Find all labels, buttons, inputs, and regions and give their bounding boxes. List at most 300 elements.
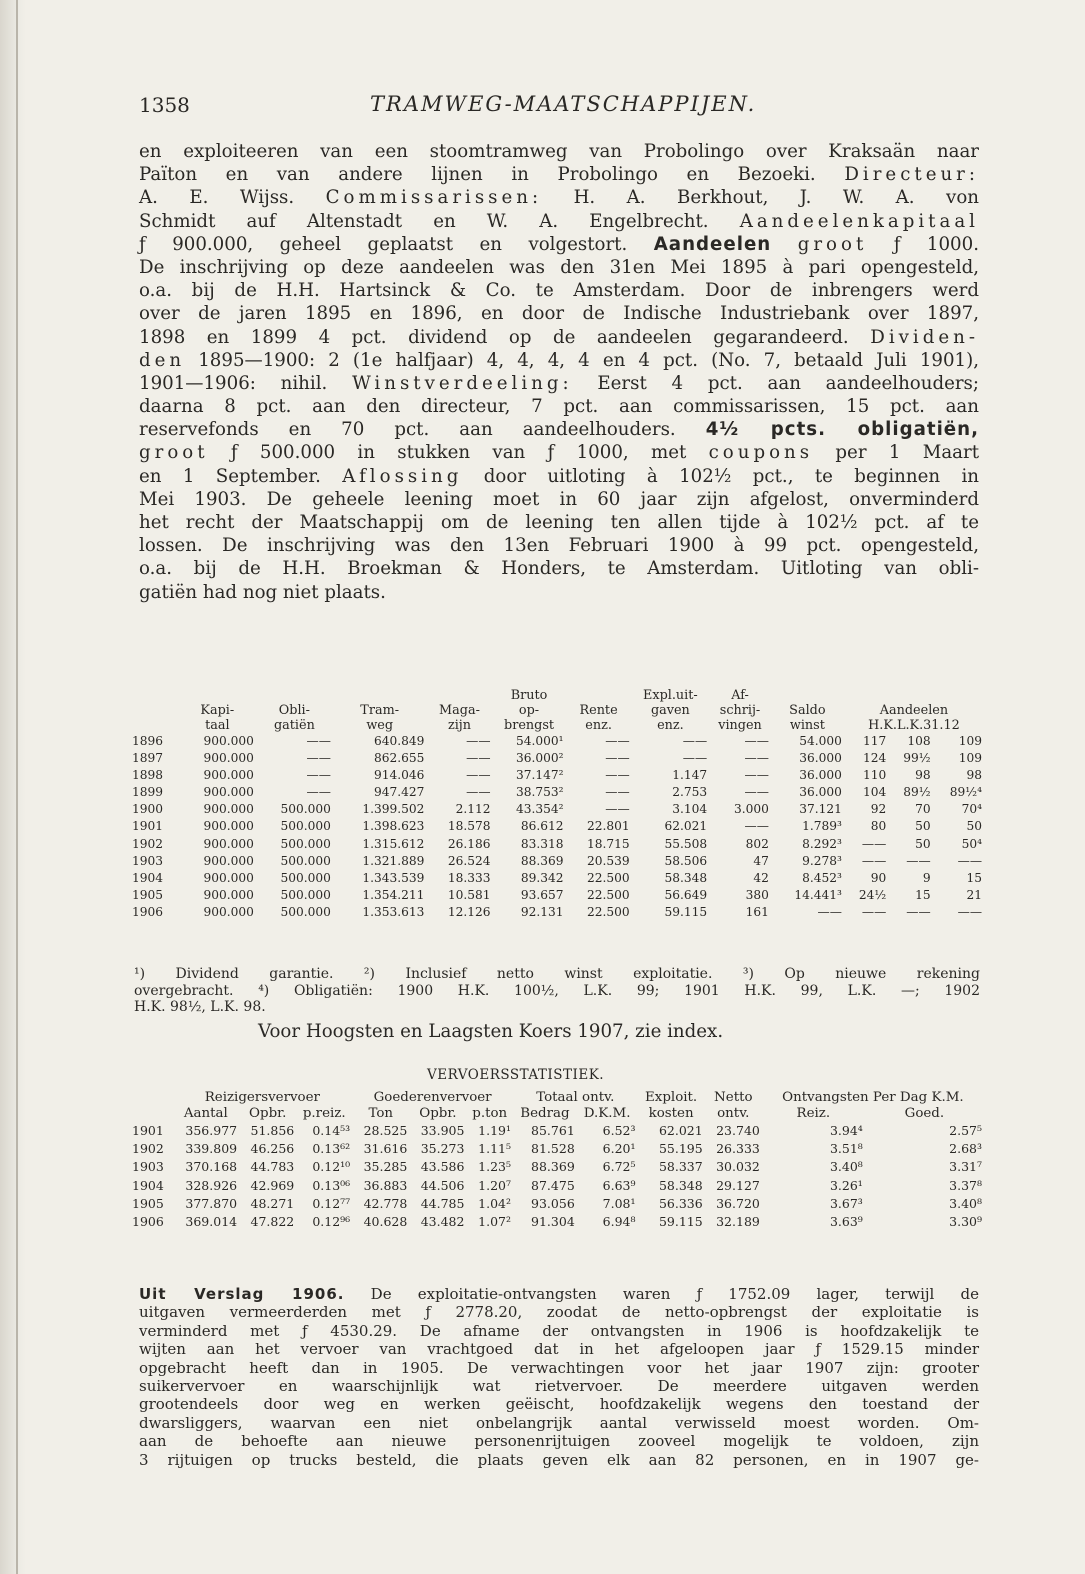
group-header: Goederenvervoer (373, 1090, 492, 1105)
table-cell: 0.12⁷⁷ (312, 1195, 351, 1211)
table-cell: 3.000 (733, 802, 769, 817)
table-cell: 117 (862, 734, 887, 748)
table-cell: 108 (907, 734, 931, 748)
table-cell: 54.000¹ (516, 734, 564, 748)
table-cell: 88.369 (531, 1159, 575, 1175)
text-run: 1898 en 1899 4 pct. dividend op de aandeelen gegarandeerd. (139, 326, 871, 348)
column-header (256, 688, 333, 733)
table-cell: —— (466, 751, 491, 766)
table-cell: 369.014 (185, 1214, 238, 1230)
column-header-part: enz. (657, 718, 684, 733)
text-line (139, 581, 979, 604)
table-cell: 9.278³ (802, 853, 842, 868)
table-cell: 10.581 (447, 887, 491, 902)
spaced-term: groot (797, 233, 868, 255)
table-cell: 98 (915, 768, 931, 783)
report-line (139, 1395, 979, 1413)
column-header-part: gatiën (273, 718, 315, 733)
text-line (139, 256, 979, 279)
table-cell: 3.26¹ (829, 1177, 863, 1193)
year-cell: 1904 (132, 870, 164, 885)
year-cell: 1896 (132, 734, 164, 748)
text-line (139, 395, 979, 418)
table-cell: —— (861, 853, 887, 868)
table-cell: —— (682, 751, 708, 766)
text-line (139, 302, 979, 325)
table-cell: 33.905 (420, 1123, 465, 1138)
table-cell: 93.056 (531, 1195, 575, 1211)
column-header (566, 688, 632, 733)
column-header (426, 688, 492, 733)
table-cell: 900.000 (203, 853, 254, 868)
column-header (333, 688, 427, 733)
table-cell: 59.115 (658, 1214, 703, 1230)
sub-header: p.reiz. (302, 1106, 346, 1121)
text-run: en 1 September. (139, 465, 343, 487)
table-row (132, 1158, 984, 1176)
table-cell: 12.126 (447, 904, 491, 919)
text-line (139, 163, 979, 186)
table-cell: 1.353.613 (362, 904, 425, 919)
column-header-part: Tram- (360, 703, 400, 718)
book-binding-shadow (0, 0, 26, 1574)
table-cell: 3.37⁸ (949, 1177, 982, 1193)
text-run: het recht der Maatschappij om de leening ten allen tijde à 102½ pct. af te (139, 512, 979, 533)
table-cell: 6.72⁵ (602, 1159, 636, 1175)
text-line (139, 441, 979, 464)
table-cell: 26.186 (447, 836, 491, 851)
text-line (139, 534, 979, 557)
table-cell: 500.000 (280, 853, 331, 868)
table-cell: 93.657 (520, 887, 564, 902)
text-line (139, 140, 979, 163)
table-cell: 36.000 (799, 751, 842, 766)
report-line (139, 1303, 979, 1321)
table-cell: 900.000 (203, 751, 254, 766)
table-cell: 22.500 (586, 870, 630, 885)
table-cell: 22.500 (586, 887, 630, 902)
text-run: reservefonds en 70 pct. aan aandeelhouders. (139, 419, 706, 441)
table-cell: 36.000 (799, 785, 842, 800)
group-header-row (132, 1090, 984, 1106)
table-cell: 8.452³ (802, 870, 842, 885)
spaced-term: Aandeelenkapitaal (739, 210, 979, 232)
report-line (139, 1432, 979, 1450)
column-header-part: vingen (718, 718, 762, 733)
table-cell: 2.57⁵ (949, 1123, 982, 1138)
group-header: Totaal ontv. (536, 1090, 615, 1105)
year-cell: 1900 (132, 802, 164, 817)
table-cell: 1.20⁷ (478, 1177, 512, 1193)
year-cell: 1903 (132, 1159, 164, 1175)
sub-header: Bedrag (520, 1106, 570, 1121)
text-line (139, 557, 979, 580)
table-cell: 6.63⁹ (602, 1177, 636, 1193)
table-cell: 124 (862, 751, 887, 766)
table-cell: 380 (745, 887, 769, 902)
table-cell: 55.508 (664, 836, 708, 851)
text-line (139, 511, 979, 534)
text-run: grootendeels door weg en werken geëischt, hoofdzakelijk wegens den toestand der (139, 1395, 979, 1414)
table-cell: —— (306, 785, 331, 800)
table-cell: 109 (958, 751, 982, 766)
table-cell: —— (744, 785, 769, 800)
table-cell: 50⁴ (961, 836, 982, 851)
table-cell: —— (957, 853, 982, 868)
sub-header: Ton (368, 1106, 394, 1121)
table-cell: 18.333 (447, 870, 491, 885)
group-header: Netto (714, 1090, 753, 1105)
table-cell: 3.51⁸ (829, 1141, 863, 1157)
report-line (139, 1322, 979, 1340)
table-cell: —— (817, 904, 842, 919)
table-cell: 2.753 (672, 785, 708, 800)
table-cell: 862.655 (374, 751, 425, 766)
table-cell: —— (605, 768, 630, 783)
year-cell: 1902 (132, 1141, 164, 1157)
column-header-part: weg (366, 718, 394, 733)
table-cell: —— (306, 751, 331, 766)
text-line (139, 186, 979, 209)
text-run: daarna 8 pct. aan den directeur, 7 pct. aan commissarissen, 15 pct. aan (139, 396, 979, 418)
binding-edge-line (16, 0, 18, 1574)
text-run: o.a. bij de H.H. Broekman & Honders, te Amsterdam. Uitloting van obli- (139, 558, 979, 580)
year-cell: 1901 (132, 1123, 164, 1138)
table-cell: 30.032 (716, 1159, 760, 1175)
table-footnotes (134, 966, 980, 1016)
text-run: aan de behoefte aan nieuwe personenrijtuigen zooveel mogelijk te voldoen, zijn (139, 1432, 979, 1451)
table-cell: 18.715 (586, 836, 630, 851)
column-header-part: Obli- (278, 703, 310, 718)
table-row (132, 733, 984, 750)
table-cell: 640.849 (374, 734, 425, 748)
bold-term: Aandeelen (653, 233, 772, 255)
table-cell: —— (906, 904, 931, 919)
column-header-part: Maga- (439, 703, 480, 718)
sub-header: Reiz. (796, 1106, 831, 1121)
table-cell: 1.343.539 (362, 870, 425, 885)
spaced-term: Directeur: (844, 164, 979, 186)
report-label: Uit Verslag 1906. (139, 1285, 345, 1303)
sub-header: Goed. (904, 1106, 945, 1121)
table-cell: —— (744, 819, 769, 834)
table-cell: 15 (966, 870, 982, 885)
spaced-term: Dividen- (870, 326, 979, 348)
table-cell: 23.740 (716, 1123, 760, 1138)
year-cell: 1905 (132, 1195, 164, 1211)
column-header (709, 688, 771, 733)
table-cell: 900.000 (203, 836, 254, 851)
table-cell: 1.23⁵ (478, 1159, 512, 1175)
statistics-table-body (132, 1122, 984, 1231)
text-run: Païton en van andere lijnen in Probolingo en Bezoeki. (139, 164, 845, 186)
column-header (632, 688, 710, 733)
table-cell: 38.753² (516, 785, 564, 800)
table-cell: 89.342 (520, 870, 564, 885)
table-row (132, 801, 984, 818)
table-cell: 0.14⁵³ (312, 1123, 351, 1138)
table-cell: 3.31⁷ (949, 1159, 982, 1175)
column-header (132, 688, 179, 733)
table-cell: —— (957, 904, 982, 919)
table-cell: 55.195 (658, 1141, 703, 1157)
statistics-title: VERVOERSSTATISTIEK. (427, 1067, 605, 1083)
table-cell: 59.115 (664, 904, 708, 919)
table-row (132, 870, 984, 887)
table-cell: 6.20¹ (602, 1141, 636, 1157)
text-run: verminderd met ƒ 4530.29. De afname der ontvangsten in 1906 is hoofdzakelijk te (139, 1321, 979, 1340)
table-cell: 8.292³ (802, 836, 842, 851)
statistics-table-header (132, 1090, 984, 1122)
table-cell: 88.369 (520, 853, 564, 868)
table-cell: 80 (870, 819, 887, 834)
table-cell: 500.000 (280, 887, 331, 902)
column-header-part: Rente (579, 703, 618, 718)
table-cell: 62.021 (664, 819, 708, 834)
financial-results-table (132, 688, 984, 921)
table-cell: 26.524 (447, 853, 491, 868)
table-cell: 1.315.612 (362, 836, 425, 851)
text-line (139, 233, 979, 256)
table-cell: —— (306, 768, 331, 783)
table-cell: 58.337 (658, 1159, 703, 1175)
table-row (132, 836, 984, 853)
year-header (132, 1106, 172, 1122)
table-cell: —— (744, 751, 769, 766)
text-line (139, 349, 979, 372)
table-cell: 86.612 (520, 819, 564, 834)
text-run: opgebracht heeft dan in 1905. De verwachtingen voor het jaar 1907 zijn: grooter (139, 1358, 979, 1377)
group-header (132, 1090, 172, 1106)
year-cell: 1902 (132, 836, 164, 851)
table-row (132, 750, 984, 767)
table-cell: 87.475 (531, 1177, 575, 1193)
spaced-term: coupons (708, 442, 814, 464)
table-cell: 42.778 (363, 1195, 408, 1211)
text-run: Schmidt auf Altenstadt en W. A. Engelbrecht. (139, 210, 740, 232)
spaced-term: Commissarissen: (325, 187, 543, 209)
table-cell: —— (744, 768, 769, 783)
table-row (132, 1213, 984, 1231)
table-cell: 1.07² (478, 1214, 512, 1230)
table-cell: 1.11⁵ (478, 1141, 512, 1157)
table-cell: 36.720 (716, 1195, 760, 1211)
table-cell: 58.348 (658, 1177, 703, 1193)
text-run: lossen. De inschrijving was den 13en Februari 1900 à 99 pct. opengesteld, (139, 535, 979, 557)
table-cell: 947.427 (374, 785, 425, 800)
table-cell: 54.000 (799, 734, 842, 748)
year-cell: 1898 (132, 768, 164, 783)
column-header (771, 688, 844, 733)
table-cell: 1.321.889 (362, 853, 425, 868)
table-cell: 36.000² (516, 751, 564, 766)
table-cell: 51.856 (250, 1123, 295, 1138)
table-cell: 356.977 (185, 1123, 238, 1138)
company-description (139, 140, 979, 604)
table-cell: 29.127 (716, 1177, 760, 1193)
table-cell: 1.399.502 (362, 802, 425, 817)
koers-reference: Voor Hoogsten en Laagsten Koers 1907, zie index. (258, 1021, 724, 1042)
table-cell: 900.000 (203, 904, 254, 919)
text-run: gatiën had nog niet plaats. (139, 581, 386, 603)
table-cell: 92 (870, 802, 887, 817)
table-cell: 1.04² (478, 1195, 512, 1211)
year-cell: 1906 (132, 904, 164, 919)
table-cell: 24½ (858, 887, 887, 902)
column-header (493, 688, 566, 733)
table-cell: 339.809 (185, 1141, 238, 1157)
text-line (139, 326, 979, 349)
table-cell: 500.000 (280, 904, 331, 919)
spaced-term: Aflossing (342, 465, 463, 487)
table-cell: 109 (958, 734, 982, 748)
table-cell: 43.586 (420, 1159, 465, 1175)
table-cell: 50 (966, 819, 982, 834)
column-header-part: Kapi- (200, 703, 235, 718)
financial-table-header (132, 688, 984, 733)
table-cell: 46.256 (250, 1141, 295, 1157)
text-run: en exploiteeren van een stoomtramweg van Probolingo over Kraksaän naar (139, 141, 979, 162)
table-row (132, 767, 984, 784)
table-cell: 161 (745, 904, 769, 919)
table-cell: 31.616 (363, 1141, 408, 1157)
table-cell: 18.578 (447, 819, 491, 834)
text-run: ƒ 900.000, geheel geplaatst en volgestort. (139, 233, 654, 255)
column-header-part: gaven (650, 703, 690, 718)
text-line (139, 488, 979, 511)
table-cell: 0.13⁰⁶ (312, 1177, 351, 1193)
text-run: o.a. bij de H.H. Hartsinck & Co. te Amsterdam. Door de inbrengers werd (139, 280, 979, 302)
table-cell: 2.68³ (949, 1141, 982, 1157)
table-cell: 90 (870, 870, 887, 885)
column-header-part: Af- (731, 688, 749, 703)
table-cell: 1.789³ (802, 819, 842, 834)
table-cell: 900.000 (203, 785, 254, 800)
column-header (179, 688, 256, 733)
table-cell: 58.506 (664, 853, 708, 868)
table-cell: 35.285 (363, 1159, 408, 1175)
table-cell: 6.94⁸ (602, 1214, 636, 1230)
table-cell: 28.525 (363, 1123, 408, 1138)
text-run: suikervervoer en waarschijnlijk wat rietvervoer. De meerdere uitgaven werden (139, 1376, 979, 1395)
group-header: Reizigersvervoer (204, 1090, 320, 1105)
report-line (139, 1377, 979, 1395)
table-cell: 81.528 (531, 1141, 575, 1157)
text-run (771, 234, 797, 255)
text-run: door uitloting à 102½ pct., te beginnen in (462, 465, 979, 487)
text-line (139, 279, 979, 302)
text-run: 1895—1900: 2 (1e halfjaar) 4, 4, 4, 4 en 4 pct. (No. 7, betaald Juli 1901), (185, 349, 979, 371)
table-cell: 36.883 (363, 1177, 408, 1193)
table-cell: 104 (862, 785, 887, 800)
column-header-part: op- (518, 703, 540, 718)
table-cell: 36.000 (799, 768, 842, 783)
table-row (132, 904, 984, 921)
table-cell: 900.000 (203, 819, 254, 834)
table-row (132, 818, 984, 835)
column-header-part: zijn (447, 718, 471, 733)
table-cell: 85.761 (531, 1123, 575, 1138)
table-cell: 9 (922, 870, 931, 885)
column-header-part: taal (205, 718, 230, 733)
table-cell: 900.000 (203, 768, 254, 783)
text-run: De inschrijving op deze aandeelen was den 31en Mei 1895 à pari opengesteld, (139, 256, 979, 278)
table-cell: 20.539 (586, 853, 630, 868)
column-header-part: schrij- (719, 703, 761, 718)
sub-header: ontv. (717, 1106, 750, 1121)
table-cell: 89½ (903, 785, 931, 800)
report-line (139, 1285, 979, 1303)
table-cell: 32.189 (716, 1214, 760, 1230)
table-row (132, 1122, 984, 1140)
report-line (139, 1340, 979, 1358)
table-cell: 900.000 (203, 887, 254, 902)
table-cell: 3.67³ (829, 1195, 863, 1211)
table-cell: —— (861, 836, 887, 851)
group-header: Exploit. (645, 1090, 698, 1105)
text-run: uitgaven vermeerderden met ƒ 2778.20, zoodat de netto-opbrengst der exploitatie is (139, 1303, 979, 1322)
text-run: 1901—1906: nihil. (139, 372, 353, 394)
table-cell: 99½ (903, 751, 931, 766)
table-cell: 58.348 (664, 870, 708, 885)
table-cell: 98 (966, 768, 982, 783)
table-cell: —— (744, 734, 769, 748)
sub-header: Opbr. (419, 1106, 457, 1121)
table-row (132, 784, 984, 801)
table-cell: 35.273 (420, 1141, 465, 1157)
table-cell: 900.000 (203, 802, 254, 817)
table-cell: —— (605, 751, 630, 766)
table-cell: 22.801 (586, 819, 630, 834)
table-cell: 83.318 (520, 836, 564, 851)
column-header-part: Expl.uit- (643, 688, 698, 703)
text-line (139, 465, 979, 488)
table-cell: 110 (862, 768, 887, 783)
report-line (139, 1359, 979, 1377)
text-run: ƒ 1000. (867, 233, 979, 255)
table-cell: —— (466, 734, 491, 748)
table-row (132, 1177, 984, 1195)
table-cell: 6.52³ (602, 1123, 636, 1138)
text-run: Mei 1903. De geheele leening moet in 60 jaar zijn afgelost, onverminderd (139, 488, 979, 510)
table-cell: 0.12⁹⁶ (312, 1214, 351, 1230)
table-cell: 500.000 (280, 819, 331, 834)
column-header-part: Saldo (789, 703, 826, 718)
text-run: A. E. Wijss. (139, 187, 326, 209)
table-cell: —— (466, 785, 491, 800)
table-row (132, 1195, 984, 1213)
year-cell: 1899 (132, 785, 164, 800)
report-line (139, 1451, 979, 1469)
table-cell: —— (861, 904, 887, 919)
table-cell: 3.94⁴ (829, 1123, 863, 1138)
table-cell: 47 (753, 853, 769, 868)
column-header-part: brengst (504, 718, 555, 733)
table-cell: 3.104 (672, 802, 708, 817)
table-cell: 14.441³ (794, 887, 842, 902)
table-cell: —— (466, 768, 491, 783)
sub-header: kosten (648, 1106, 694, 1121)
table-cell: 42.969 (250, 1177, 295, 1193)
table-cell: 50 (915, 836, 931, 851)
column-header-part: Bruto (510, 688, 548, 703)
financial-table-body (132, 733, 984, 921)
table-cell: 89½⁴ (949, 785, 982, 800)
year-cell: 1906 (132, 1214, 164, 1230)
table-cell: 1.398.623 (362, 819, 425, 834)
table-cell: 56.649 (664, 887, 708, 902)
text-run: De exploitatie-ontvangsten waren ƒ 1752.09 lager, terwijl de (344, 1285, 979, 1303)
